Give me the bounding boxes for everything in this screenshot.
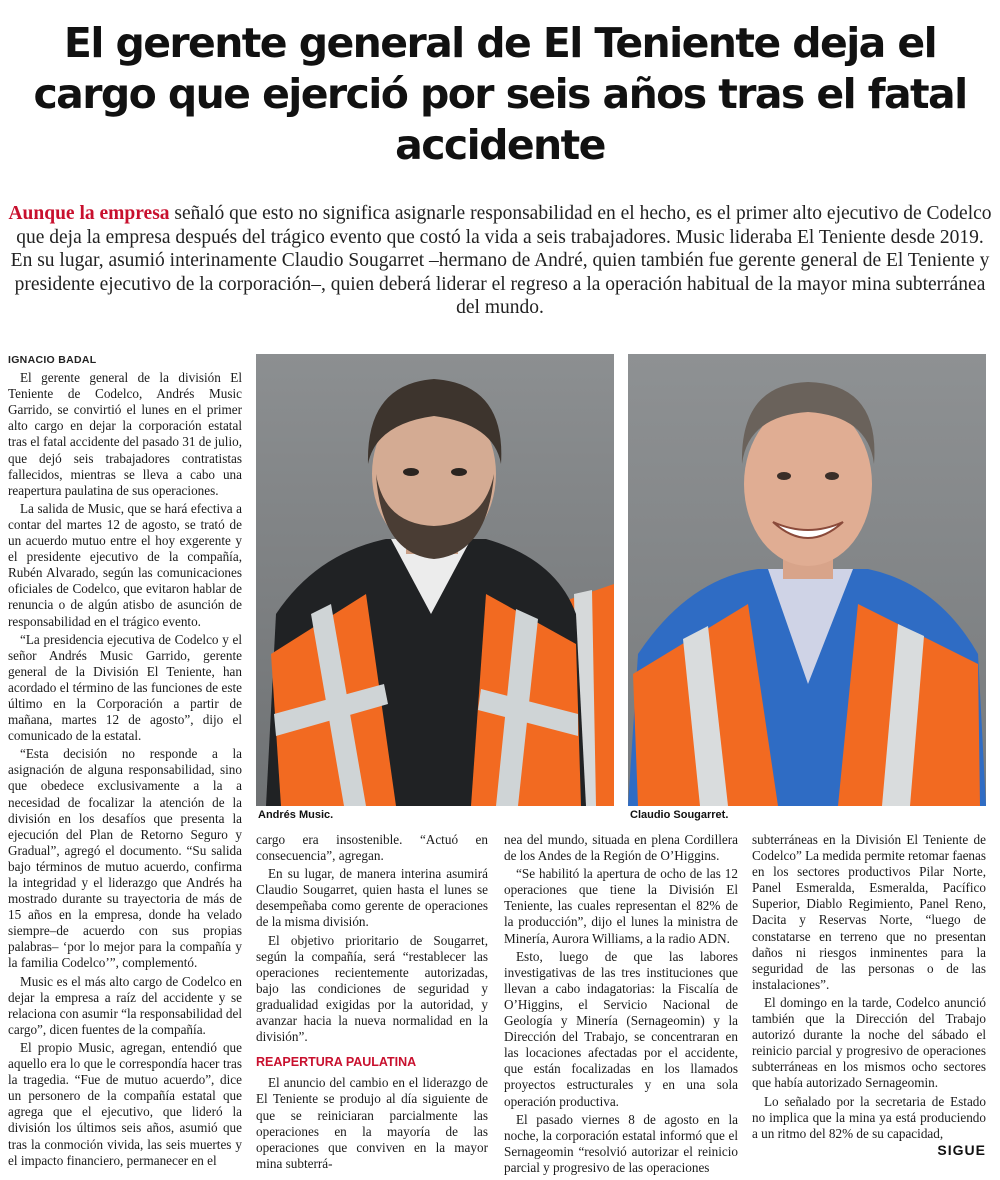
photo-caption: Andrés Music. xyxy=(258,809,334,821)
byline: IGNACIO BADAL xyxy=(8,354,97,366)
body-paragraph: cargo era insostenible. “Actuó en consecuencia”, agregan. xyxy=(256,832,488,864)
continued-label: SIGUE xyxy=(937,1142,986,1158)
body-paragraph: “Se habilitó la apertura de ocho de las 12 operaciones que tiene la División El Teniente, las cuales representan el 82% de la producción”, dijo el lunes la ministra de Minería, Aurora Williams, a la radio ADN. xyxy=(504,866,738,946)
column-1 xyxy=(8,352,242,1169)
body-paragraph: nea del mundo, situada en plena Cordillera de los Andes de la Región de O’Higgins. xyxy=(504,832,738,864)
body-paragraph: La salida de Music, que se hará efectiva a contar del martes 12 de agosto, se trató de un acuerdo mutuo entre el hoy exgerente y el presidente ejecutivo de la compañía, Rubén Alvarado, según las comunicaciones oficiales de Codelco, que evitaron hablar de renuncia o de algún atisbo de asunción de responsabilidad en el trágico evento. xyxy=(8,500,242,629)
body-paragraph: El gerente general de la división El Teniente de Codelco, Andrés Music Garrido, se convirtió el lunes en el primer alto cargo en dejar la corporación estatal tras el fatal accidente del pasado 31 de julio, que dejó seis trabajadores contratistas fallecidos, mientras se lleva a cabo una reapertura paulatina de sus operaciones. xyxy=(8,370,242,498)
lead-kicker: Aunque la empresa xyxy=(8,203,170,224)
body-paragraph: “La presidencia ejecutiva de Codelco y el señor Andrés Music Garrido, gerente general de la División El Teniente, han acordado el término de las funciones de este último en la Corporación a partir de mañana, martes 12 de agosto”, dijo el comunicado de la estatal. xyxy=(8,631,242,744)
body-paragraph: En su lugar, de manera interina asumirá Claudio Sougarret, quien hasta el lunes se desempeñaba como gerente de operaciones de la misma división. xyxy=(256,866,488,930)
body-paragraph: El propio Music, agregan, entendió que aquello era lo que le correspondía hacer tras la tragedia. “Fue de mutuo acuerdo”, dice un personero de la compañía estatal que agrega que el ejecutivo, que lideró la división los últimos seis años, asumió que tras la conmoción vivida, las seis muertes y el impacto financiero, permanecer en el xyxy=(8,1039,242,1168)
photo-andres-music xyxy=(256,354,614,806)
body-paragraph: Music es el más alto cargo de Codelco en dejar la empresa a raíz del accidente y se relaciona con asumir “la responsabilidad del cargo”, dicen fuentes de la compañía. xyxy=(8,973,242,1037)
body-paragraph: El objetivo prioritario de Sougarret, según la compañía, será “restablecer las operaciones recientemente autorizadas, bajo las condiciones de seguridad y gradualidad exigidas por la autoridad, y avanzar hacia la nueva normalidad en la división”. xyxy=(256,932,488,1045)
body-paragraph: subterráneas en la División El Teniente de Codelco” La medida permite retomar faenas en los sectores productivos Pilar Norte, Panel Esmeralda, Esmeralda, Pacífico Superior, Diablo Regimiento, Panel Reno, Dacita y Reservas Norte, “luego de constatarse en terreno que no presentan daños ni riesgos inminentes para la seguridad de las personas o de las instalaciones”. xyxy=(752,832,986,992)
headline: El gerente general de El Teniente deja el cargo que ejerció por seis años tras el fatal accidente xyxy=(33,19,967,169)
column-2 xyxy=(256,832,488,1172)
lead-text: señaló que esto no significa asignarle responsabilidad en el hecho, es el primer alto ejecutivo de Codelco que deja la empresa después del trágico evento que costó la vida a seis trabajadores. Music lideraba El Teniente desde 2019. En su lugar, asumió interinamente Claudio Sougarret –hermano de André, quien también fue gerente general de El Teniente y presidente ejecutivo de la corporación–, quien deberá liderar el regreso a la operación habitual de la mayor mina subterránea del mundo. xyxy=(10,203,992,318)
column-3 xyxy=(504,832,738,1176)
body-paragraph: Lo señalado por la secretaria de Estado no implica que la mina ya está produciendo a un ritmo del 82% de su capacidad, xyxy=(752,1093,986,1141)
body-paragraph: Esto, luego de que las labores investigativas de las tres instituciones que llevan a cabo indagatorias: la Fiscalía de O’Higgins, el Servicio Nacional de Geología y Minería (Sernageomin) y la Dirección del Trabajo, se concentraran en las locaciones afectadas por el accidente, que están focalizadas en los llamados proyectos estructurales y en una sola operación productiva. xyxy=(504,948,738,1109)
body-paragraph: “Esta decisión no responde a la asignación de alguna responsabilidad, sino que obedece exclusivamente a la a necesidad de focalizar la atención de la división en los desafíos que presenta la ejecución del Plan de Retorno Seguro y Gradual”, agregó el documento. “Su salida bajo términos de mutuo acuerdo, confirma la integridad y el liderazgo que Andrés ha mostrado durante su trayectoria de más de 15 años en la empresa, donde ha velado siempre–de acuerdo con sus propias palabras– ‘por lo mejor para la compañía y la familia Codelco’”, complementó. xyxy=(8,746,242,971)
body-paragraph: El pasado viernes 8 de agosto en la noche, la corporación estatal informó que el Sernageomin “resolvió autorizar el reinicio parcial y progresivo de las operaciones xyxy=(504,1111,738,1175)
lead-paragraph xyxy=(8,202,992,320)
photo-caption: Claudio Sougarret. xyxy=(630,809,729,821)
body-paragraph: El anuncio del cambio en el liderazgo de El Teniente se produjo al día siguiente de que se reiniciaran parcialmente las operaciones en la mayoría de las operaciones que conviven en la mayor mina subterrá- xyxy=(256,1075,488,1171)
section-subhead: REAPERTURA PAULATINA xyxy=(256,1055,417,1070)
column-4 xyxy=(752,832,986,1142)
body-paragraph: El domingo en la tarde, Codelco anunció también que la Dirección del Trabajo autorizó durante la noche del sábado el reinicio parcial y progresivo de operaciones subterráneas en los mismos ocho sectores que había autorizado Sernageomin. xyxy=(752,994,986,1091)
photo-claudio-sougarret xyxy=(628,354,986,806)
